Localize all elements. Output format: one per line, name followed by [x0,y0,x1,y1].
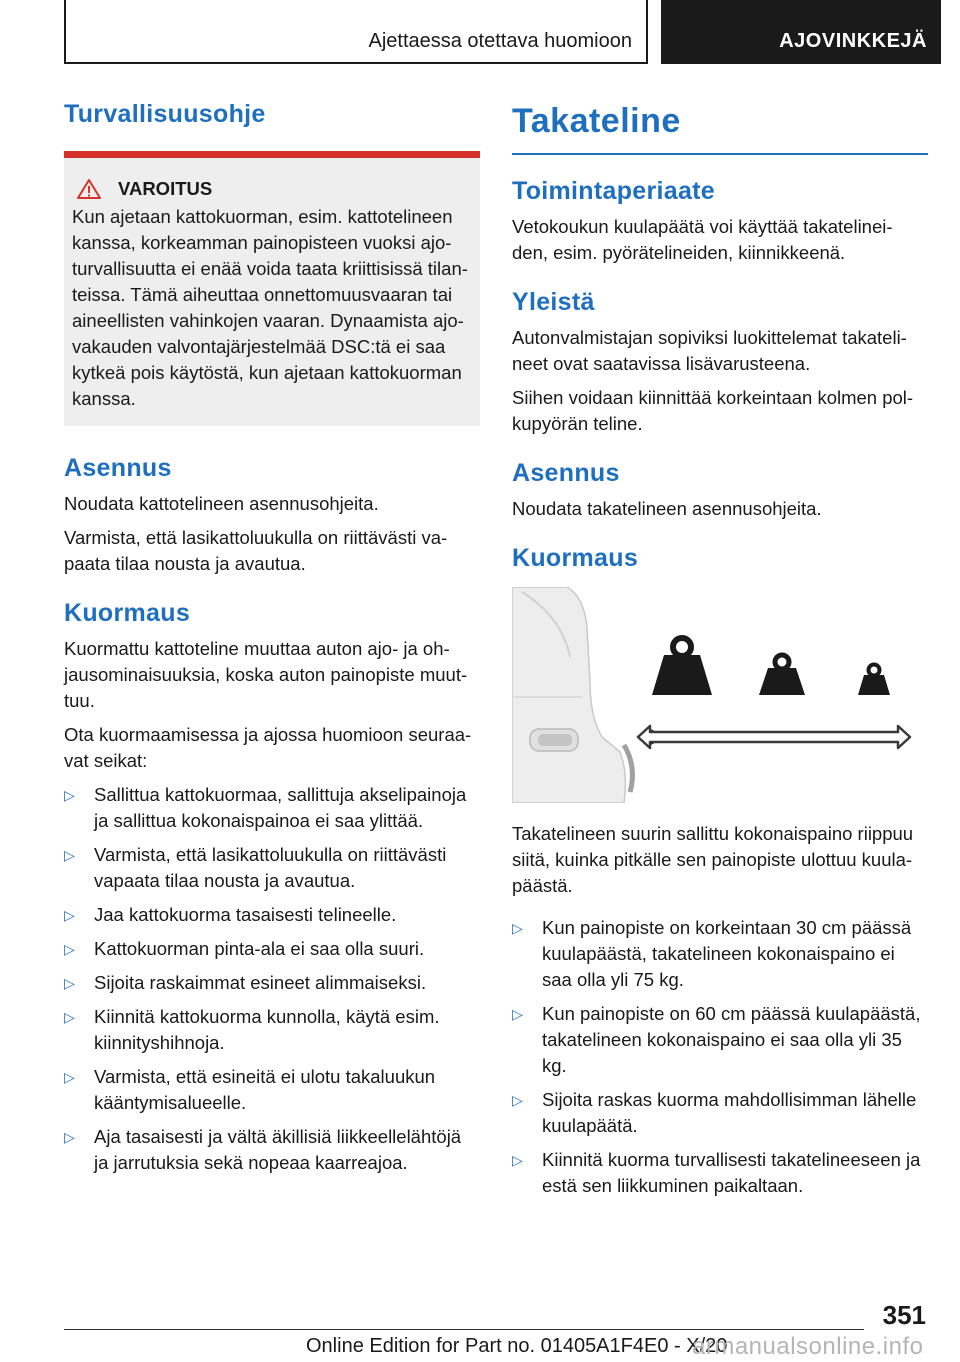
list-item: ▷ Kiinnitä kuorma turvallisesti takatelineeseen ja estä sen liikkuminen paikaltaan. [512,1147,928,1199]
list-item: ▷ Jaa kattokuorma tasaisesti telineelle. [64,902,480,928]
toiminta-heading: Toimintaperiaate [512,177,715,205]
roof-asennus-p2: Varmista, että lasikattoluukulla on riittävästi va-paata tilaa nousta ja avautua. [64,527,448,574]
right-column [512,102,928,1207]
warning-box [64,151,480,426]
roof-asennus-p1: Noudata kattotelineen asennusohjeita. [64,493,379,514]
list-item: ▷ Sijoita raskas kuorma mahdollisimman lähelle kuulapäätä. [512,1087,928,1139]
list-item: ▷ Kiinnitä kattokuorma kunnolla, käytä esim. kiinnityshihnoja. [64,1004,480,1056]
list-item: ▷ Varmista, että esineitä ei ulotu takaluukun kääntymisalueelle. [64,1064,480,1116]
header-section-box [64,0,648,64]
yleista-p1: Autonvalmistajan sopiviksi luokittelemat takateli-neet ovat saatavissa lisävarusteena. [512,327,907,374]
rear-asennus-p1: Noudata takatelineen asennusohjeita. [512,498,822,519]
title-rule [512,153,928,155]
list-item: ▷ Kattokuorman pinta-ala ei saa olla suuri. [64,936,480,962]
list-item: ▷ Varmista, että lasikattoluukulla on riittävästi vapaata tilaa nousta ja avautua. [64,842,480,894]
warning-text: Kun ajetaan kattokuorman, esim. kattotelineen kanssa, korkeamman painopisteen vuoksi ajo-turvallisuutta ei enää voida taata kriittisissä tilan-teissa. Tämä aiheuttaa onnettomuusvaaran tai aineellisten vahinkojen vaaran. Dynaamista ajo-vakauden valvontajärjestelmää DSC:tä ei saa kytkeä pois käytöstä, kun ajetaan kattokuorman kanssa. [72,206,468,409]
bullet-triangle-icon: ▷ [64,975,75,991]
bullet-triangle-icon: ▷ [64,1129,75,1145]
footer-edition-text: Online Edition for Part no. 01405A1F4E0 - X/20 [306,1335,728,1357]
bullet-triangle-icon: ▷ [64,941,75,957]
bullet-triangle-icon: ▷ [64,907,75,923]
warning-triangle-icon [76,178,102,200]
list-item: ▷ Sijoita raskaimmat esineet alimmaiseksi. [64,970,480,996]
bullet-triangle-icon: ▷ [64,847,75,863]
rear-kuormaus-p1: Takatelineen suurin sallittu kokonaispaino riippuu siitä, kuinka pitkälle sen painopiste ulottuu kuula-päästä. [512,823,914,896]
bullet-triangle-icon: ▷ [64,787,75,803]
rear-kuormaus-list [512,915,928,1199]
header-chapter-title: AJOVINKKEJÄ [779,30,927,52]
list-item: ▷ Aja tasaisesti ja vältä äkillisiä liikkeellelähtöjä ja jarrutuksia sekä nopeaa kaarreajoa. [64,1124,480,1176]
safety-heading: Turvallisuusohje [64,100,266,128]
yleista-heading: Yleistä [512,288,595,316]
tow-hitch-load-illustration [512,587,928,803]
roof-kuormaus-p2: Ota kuormaamisessa ja ajossa huomioon seuraa-vat seikat: [64,724,472,771]
list-item: ▷ Sallittua kattokuormaa, sallittuja akselipainoja ja sallittua kokonaispainoa ei saa ylittää. [64,782,480,834]
page-number: 351 [882,1300,926,1330]
rear-asennus-heading: Asennus [512,459,620,487]
list-item: ▷ Kun painopiste on 60 cm päässä kuulapäästä, takatelineen kokonaispaino ei saa olla yli 35 kg. [512,1001,928,1079]
warning-title [72,178,472,200]
bullet-triangle-icon: ▷ [512,1006,523,1022]
left-column [64,100,480,1184]
header-chapter-tab [661,0,941,64]
bullet-triangle-icon: ▷ [64,1009,75,1025]
bullet-triangle-icon: ▷ [512,1092,523,1108]
rear-rack-title: Takateline [512,102,681,140]
roof-kuormaus-list [64,782,480,1176]
footer-rule [64,1329,864,1330]
rear-kuormaus-heading: Kuormaus [512,544,639,572]
roof-kuormaus-p1: Kuormattu kattoteline muuttaa auton ajo- ja oh-jausominaisuuksia, koska auton painopiste muut-tuu. [64,638,468,711]
roof-asennus-heading: Asennus [64,454,172,482]
bullet-triangle-icon: ▷ [512,920,523,936]
footer-watermark: armanualsonline.info [692,1333,924,1360]
bullet-triangle-icon: ▷ [64,1069,75,1085]
header-section-title: Ajettaessa otettava huomioon [368,30,632,52]
warning-label: VAROITUS [118,178,213,199]
list-item: ▷ Kun painopiste on korkeintaan 30 cm päässä kuulapäästä, takatelineen kokonaispaino ei saa olla yli 75 kg. [512,915,928,993]
toiminta-p1: Vetokoukun kuulapäätä voi käyttää takatelinei-den, esim. pyörätelineiden, kiinnikkeenä. [512,216,893,263]
yleista-p2: Siihen voidaan kiinnittää korkeintaan kolmen pol-kupyörän teline. [512,387,914,434]
load-distance-diagram [512,587,928,803]
roof-kuormaus-heading: Kuormaus [64,599,191,627]
bullet-triangle-icon: ▷ [512,1152,523,1168]
